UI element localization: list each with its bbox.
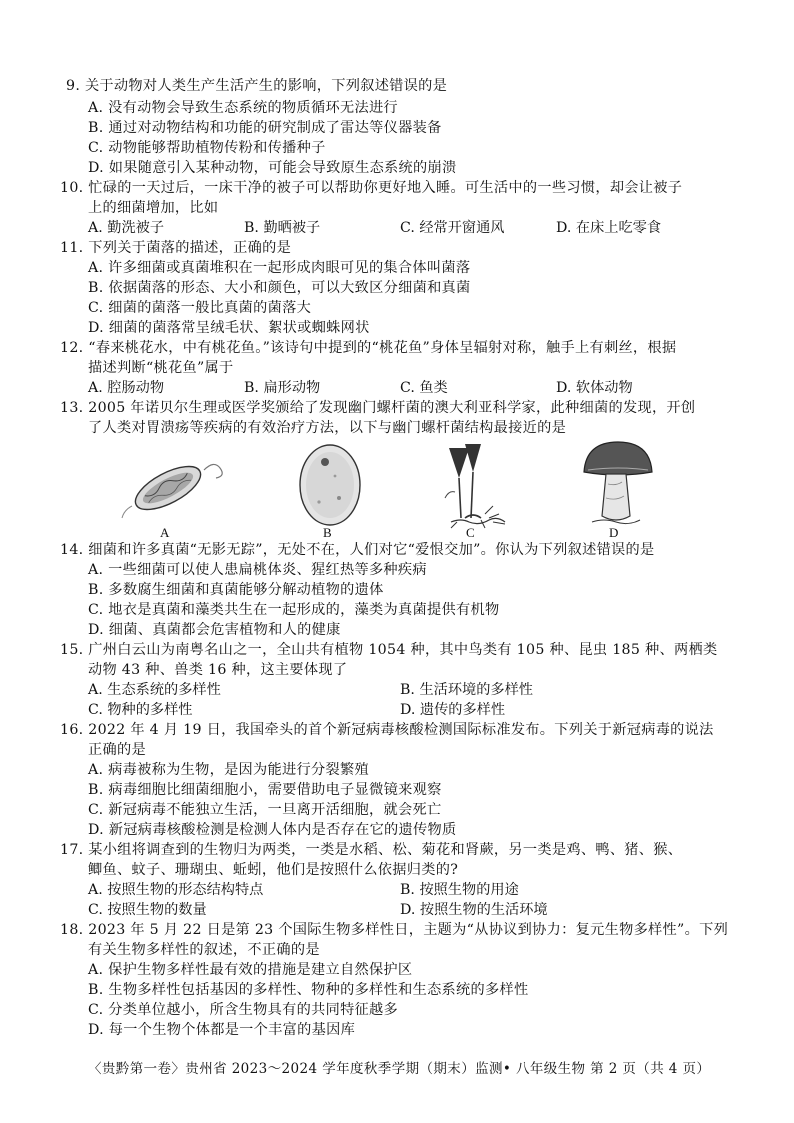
question-12-options — [88, 378, 778, 398]
question-14-stem: 14. 细菌和许多真菌“无影无踪”，无处不在，人们对它“爱恨交加”。你认为下列叙述错误的是 — [60, 542, 655, 558]
question-10-stem-line-2: 上的细菌增加，比如 — [88, 200, 219, 216]
question-13-stem-line-2: 了人类对胃溃疡等疾病的有效治疗方法，以下与幽门螺杆菌结构最接近的是 — [88, 420, 567, 436]
question-10-option-b: B. 勤晒被子 — [244, 220, 321, 236]
question-16-option-a: A. 病毒被称为生物，是因为能进行分裂繁殖 — [88, 762, 369, 778]
question-17-stem-line-1: 17. 某小组将调查到的生物归为两类，一类是水稻、松、菊花和肾蕨，另一类是鸡、鸭、猪、猴、 — [60, 842, 683, 858]
question-17-option-c: C. 按照生物的数量 — [88, 902, 207, 918]
figure-c-mold — [435, 438, 515, 530]
question-9-option-a: A. 没有动物会导致生态系统的物质循环无法进行 — [88, 100, 398, 116]
question-17-option-d: D. 按照生物的生活环境 — [400, 902, 548, 918]
question-17-options-row-1 — [88, 880, 778, 900]
question-9-option-d: D. 如果随意引入某种动物，可能会导致原生态系统的崩溃 — [88, 160, 457, 176]
question-15-option-d: D. 遗传的多样性 — [400, 702, 506, 718]
figure-a-rod-bacterium — [118, 446, 228, 526]
question-18-option-a: A. 保护生物多样性最有效的措施是建立自然保护区 — [88, 962, 413, 978]
question-16-option-b: B. 病毒细胞比细菌细胞小，需要借助电子显微镜来观察 — [88, 782, 442, 798]
figure-d-label: D — [609, 525, 619, 540]
question-11-option-d: D. 细菌的菌落常呈绒毛状、絮状或蜘蛛网状 — [88, 320, 370, 336]
question-16-stem-line-2: 正确的是 — [88, 742, 146, 758]
question-15-option-b: B. 生活环境的多样性 — [400, 682, 533, 698]
question-18-stem-line-1: 18. 2023 年 5 月 22 日是第 23 个国际生物多样性日，主题为“从协议到协力：复元生物多样性”。下列 — [60, 922, 729, 938]
question-17-stem-line-2: 鲫鱼、蚊子、珊瑚虫、蚯蚓，他们是按照什么依据归类的? — [88, 862, 459, 878]
question-18-stem-line-2: 有关生物多样性的叙述，不正确的是 — [88, 942, 320, 958]
figure-b-yeast-cell — [295, 440, 365, 530]
question-12-stem-line-1: 12. “春来桃花水，中有桃花鱼。”该诗句中提到的“桃花鱼”身体呈辐射对称，触手上有刺丝，根据 — [60, 340, 677, 356]
question-14-option-c: C. 地衣是真菌和藻类共生在一起形成的，藻类为真菌提供有机物 — [88, 602, 500, 618]
question-9-option-b: B. 通过对动物结构和功能的研究制成了雷达等仪器装备 — [88, 120, 442, 136]
question-17-option-b: B. 按照生物的用途 — [400, 882, 519, 898]
question-15-options-row-1 — [88, 680, 778, 700]
figure-a-label: A — [160, 525, 170, 540]
question-11-option-c: C. 细菌的菌落一般比真菌的菌落大 — [88, 300, 312, 316]
question-14-option-a: A. 一些细菌可以使人患扁桃体炎、猩红热等多种疾病 — [88, 562, 427, 578]
question-10-stem-line-1: 10. 忙碌的一天过后，一床干净的被子可以帮助你更好地入睡。可生活中的一些习惯，却会让被子 — [60, 180, 683, 196]
question-11-option-b: B. 依据菌落的形态、大小和颜色，可以大致区分细菌和真菌 — [88, 280, 471, 296]
question-9-stem: 9. 关于动物对人类生产生活产生的影响，下列叙述错误的是 — [66, 78, 448, 94]
question-12-option-b: B. 扁形动物 — [244, 380, 321, 396]
question-10-option-c: C. 经常开窗通风 — [400, 220, 505, 236]
question-12-option-d: D. 软体动物 — [556, 380, 633, 396]
question-11-option-a: A. 许多细菌或真菌堆积在一起形成肉眼可见的集合体叫菌落 — [88, 260, 471, 276]
question-13-stem-line-1: 13. 2005 年诺贝尔生理或医学奖颁给了发现幽门螺杆菌的澳大利亚科学家，此种细菌的发现，开创 — [60, 400, 696, 416]
question-16-option-d: D. 新冠病毒核酸检测是检测人体内是否存在它的遗传物质 — [88, 822, 457, 838]
question-15-stem-line-2: 动物 43 种、兽类 16 种，这主要体现了 — [88, 662, 348, 678]
question-9-option-c: C. 动物能够帮助植物传粉和传播种子 — [88, 140, 326, 156]
question-10-options — [88, 218, 778, 238]
question-14-option-d: D. 细菌、真菌都会危害植物和人的健康 — [88, 622, 341, 638]
figure-b-label: B — [323, 525, 332, 540]
figure-d-mushroom — [578, 440, 656, 530]
page-footer: 〈贵黔第一卷〉贵州省 2023～2024 学年度秋季学期（期末）监测• 八年级生物 第 2 页（共 4 页） — [88, 1061, 711, 1077]
question-15-stem-line-1: 15. 广州白云山为南粤名山之一，全山共有植物 1054 种，其中鸟类有 105 种、昆虫 185 种、两栖类 — [60, 642, 718, 658]
figure-c-label: C — [466, 525, 475, 540]
question-10-option-a: A. 勤洗被子 — [88, 220, 165, 236]
question-12-stem-line-2: 描述判断“桃花鱼”属于 — [88, 360, 234, 376]
question-12-option-c: C. 鱼类 — [400, 380, 448, 396]
question-17-option-a: A. 按照生物的形态结构特点 — [88, 882, 264, 898]
question-12-option-a: A. 腔肠动物 — [88, 380, 165, 396]
question-15-option-c: C. 物种的多样性 — [88, 702, 193, 718]
question-16-stem-line-1: 16. 2022 年 4 月 19 日，我国牵头的首个新冠病毒核酸检测国际标准发布。下列关于新冠病毒的说法 — [60, 722, 714, 738]
question-16-option-c: C. 新冠病毒不能独立生活，一旦离开活细胞，就会死亡 — [88, 802, 442, 818]
question-18-option-d: D. 每一个生物个体都是一个丰富的基因库 — [88, 1022, 356, 1038]
question-14-option-b: B. 多数腐生细菌和真菌能够分解动植物的遗体 — [88, 582, 384, 598]
question-17-options-row-2 — [88, 900, 778, 920]
question-18-option-b: B. 生物多样性包括基因的多样性、物种的多样性和生态系统的多样性 — [88, 982, 529, 998]
question-10-option-d: D. 在床上吃零食 — [556, 220, 662, 236]
question-11-stem: 11. 下列关于菌落的描述，正确的是 — [60, 240, 292, 256]
question-18-option-c: C. 分类单位越小，所含生物具有的共同特征越多 — [88, 1002, 399, 1018]
question-15-option-a: A. 生态系统的多样性 — [88, 682, 221, 698]
question-15-options-row-2 — [88, 700, 778, 720]
